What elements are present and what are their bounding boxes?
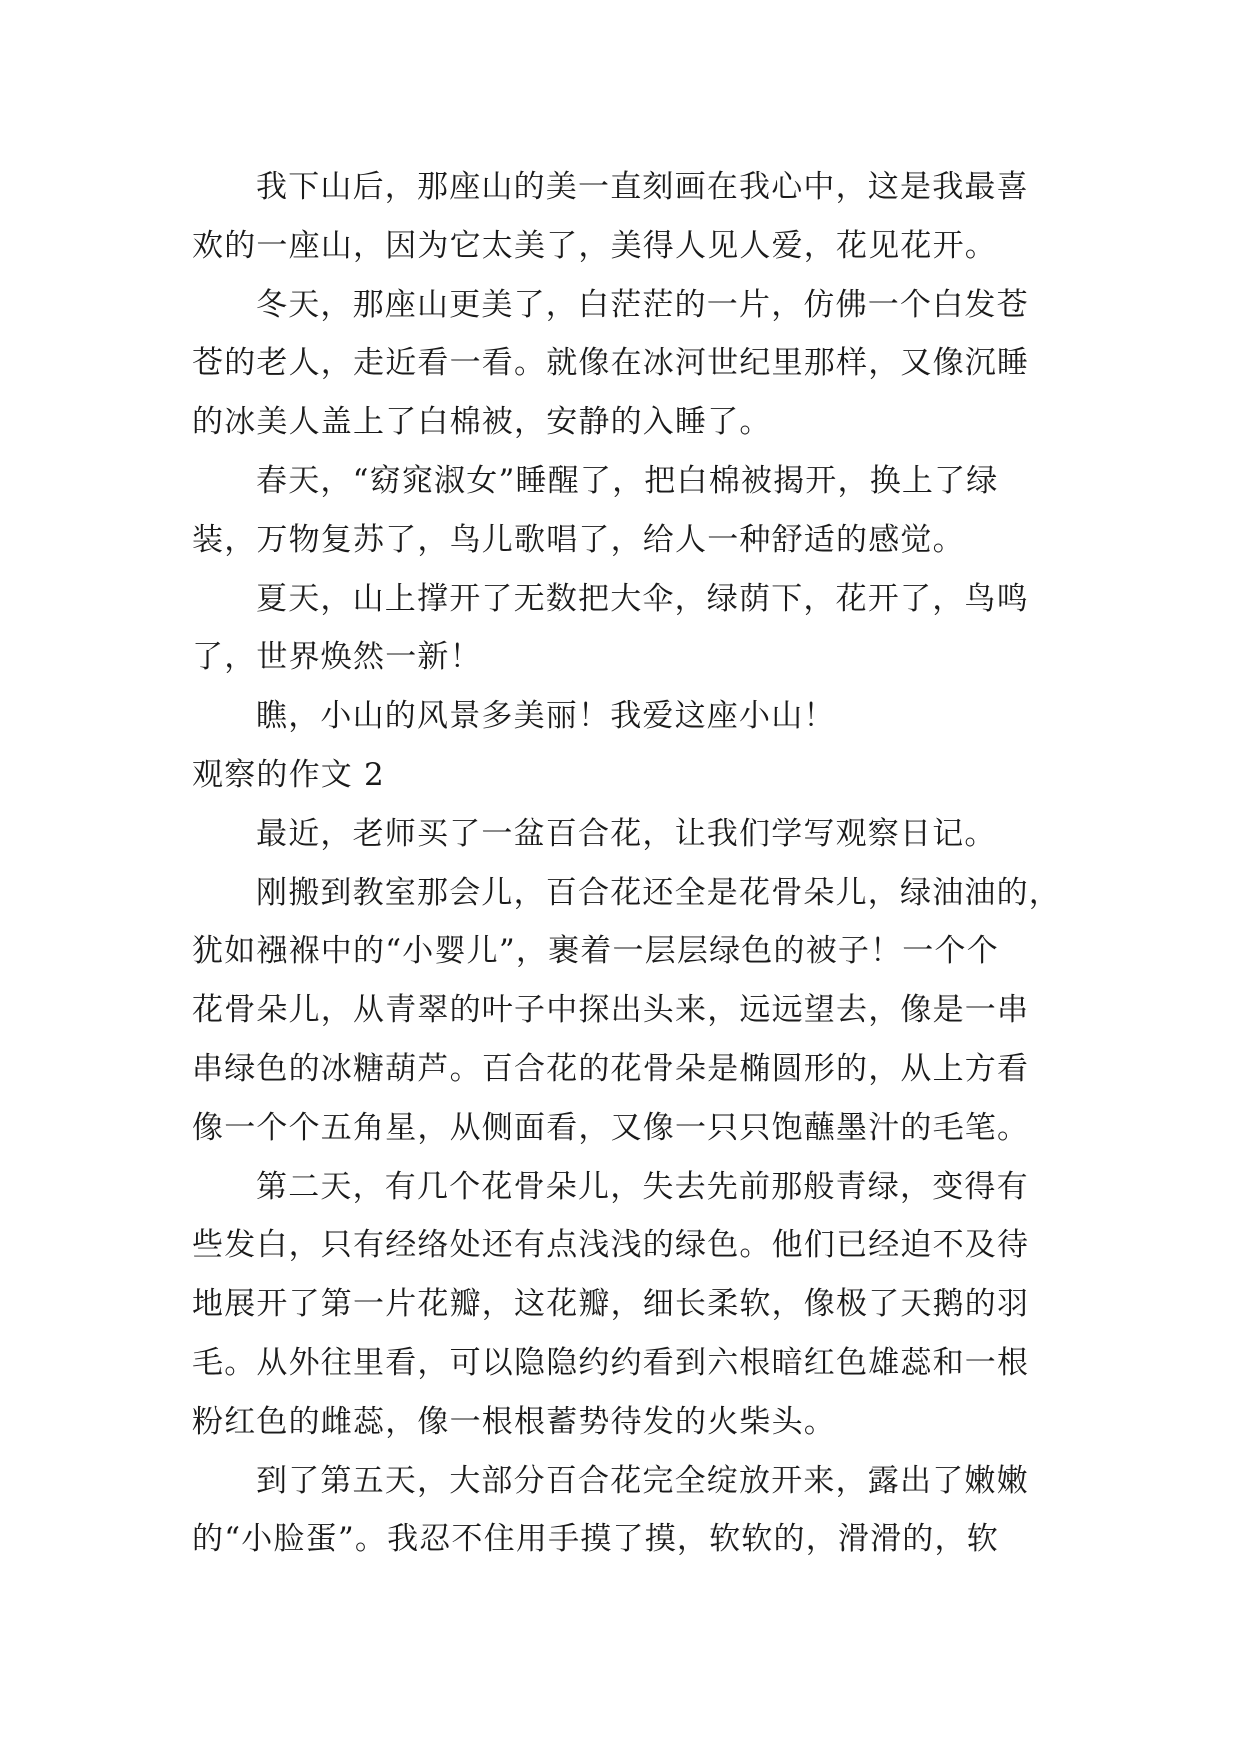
text-line: 到了第五天，大部分百合花完全绽放开来，露出了嫩嫩 (256, 1462, 1029, 1499)
text-line: 我下山后，那座山的美一直刻画在我心中，这是我最喜 (256, 169, 1029, 205)
text-line: 的“小脸蛋”。我忍不住用手摸了摸，软软的，滑滑的，软 (192, 1521, 999, 1558)
text-line: 苍的老人，走近看一看。就像在冰河世纪里那样，又像沉睡 (192, 345, 1030, 382)
text-line: 欢的一座山，因为它太美了，美得人见人爱，花见花开。 (192, 227, 997, 264)
text-line: 了，世界焕然一新！ (192, 639, 482, 676)
text-line: 冬天，那座山更美了，白茫茫的一片，仿佛一个白发苍 (256, 286, 1029, 323)
text-line: 像一个个五角星，从侧面看，又像一只只饱蘸墨汁的毛笔。 (192, 1109, 1030, 1146)
text-line: 夏天，山上撑开了无数把大伞，绿荫下，花开了，鸟鸣 (256, 580, 1029, 617)
text-line: 犹如襁褓中的“小婴儿”，裹着一层层绿色的被子！一个个 (192, 933, 999, 970)
text-line: 串绿色的冰糖葫芦。百合花的花骨朵是椭圆形的，从上方看 (192, 1050, 1030, 1087)
text-line: 地展开了第一片花瓣，这花瓣，细长柔软，像极了天鹅的羽 (192, 1286, 1030, 1323)
text-line: 瞧，小山的风景多美丽！我爱这座小山！ (256, 698, 836, 735)
text-line: 花骨朵儿，从青翠的叶子中探出头来，远远望去，像是一串 (192, 992, 1030, 1029)
text-line: 第二天，有几个花骨朵儿，失去先前那般青绿，变得有 (256, 1168, 1029, 1205)
text-line: 毛。从外往里看，可以隐隐约约看到六根暗红色雄蕊和一根 (192, 1344, 1030, 1381)
text-line: 最近，老师买了一盆百合花，让我们学写观察日记。 (256, 815, 997, 852)
text-line: 春天，“窈窕淑女”睡醒了，把白棉被揭开，换上了绿 (256, 462, 999, 499)
essay-body (192, 158, 1072, 1569)
text-line: 刚搬到教室那会儿，百合花还全是花骨朵儿，绿油油的， (256, 874, 1061, 911)
text-line: 些发白，只有经络处还有点浅浅的绿色。他们已经迫不及待 (192, 1227, 1030, 1264)
text-line: 粉红色的雌蕊，像一根根蓄势待发的火柴头。 (192, 1403, 836, 1440)
essay-heading: 观察的作文 2 (192, 756, 385, 793)
text-line: 装，万物复苏了，鸟儿歌唱了，给人一种舒适的感觉。 (192, 521, 965, 558)
text-line: 的冰美人盖上了白棉被，安静的入睡了。 (192, 404, 772, 441)
